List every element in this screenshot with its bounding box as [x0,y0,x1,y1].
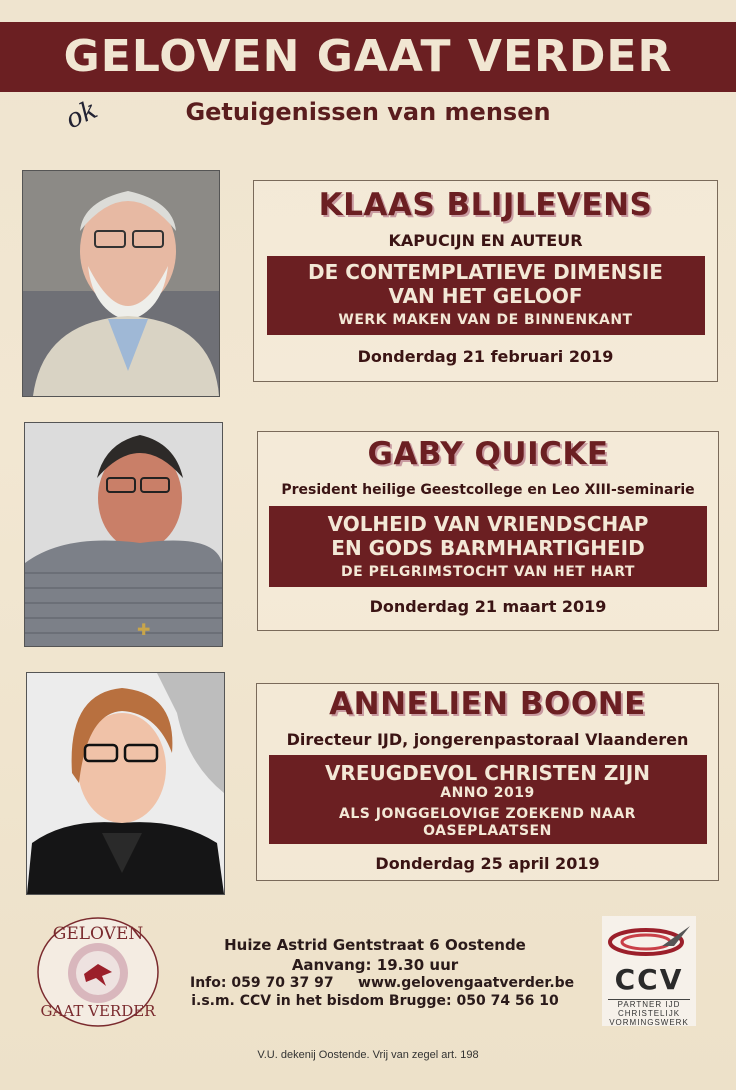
ccv-name: CCV [614,963,684,996]
partner-info: i.s.m. CCV in het bisdom Brugge: 050 74 56 10 [191,993,559,1009]
ccv-tagline-1: PARTNER IJD [617,1000,681,1009]
ccv-tagline-2: CHRISTELIJK [617,1009,681,1018]
contact-info: Info: 059 70 37 97 www.gelovengaatverder.be [190,975,575,991]
speaker-role: KAPUCIJN EN AUTEUR [388,231,583,250]
talk-topic-box [269,506,707,587]
publisher-notice: V.U. dekenij Oostende. Vrij van zegel art. 198 [257,1049,479,1061]
speaker-name: GABY QUICKE [367,436,609,472]
venue-address: Huize Astrid Gentstraat 6 Oostende [224,936,526,954]
speaker-photo-2 [24,422,223,647]
logo-text-top: GELOVEN [52,924,144,944]
ccv-tagline-3: VORMINGSWERK [609,1018,689,1027]
logo-text-bottom: GAAT VERDER [40,1002,156,1020]
speaker-photo-1 [22,170,220,397]
talk-subtitle: WERK MAKEN VAN DE BINNENKANT [338,312,633,328]
speaker-role: Directeur IJD, jongerenpastoraal Vlaanderen [286,730,689,749]
talk-date: Donderdag 21 maart 2019 [369,597,607,616]
talk-title-line: EN GODS BARMHARTIGHEID [331,536,645,560]
speaker-card-1 [253,180,718,382]
poster-title: GELOVEN GAAT VERDER [0,22,736,92]
talk-title-line: DE CONTEMPLATIEVE DIMENSIE [308,260,663,284]
talk-subtitle: OASEPLAATSEN [423,823,552,839]
ccv-swoosh-icon [602,916,696,960]
speaker-card-3 [256,683,719,881]
speaker-photo-3 [26,672,225,895]
speaker-role: President heilige Geestcollege en Leo XIII-seminarie [281,482,695,498]
speaker-card-2 [257,431,719,631]
start-time: Aanvang: 19.30 uur [291,956,459,974]
talk-subtitle: ALS JONGGELOVIGE ZOEKEND NAAR [339,806,636,822]
talk-title-line: VOLHEID VAN VRIENDSCHAP [327,512,649,536]
talk-title-line: VREUGDEVOL CHRISTEN ZIJN [324,761,651,785]
talk-title-line: VAN HET GELOOF [388,284,583,308]
ccv-logo [602,916,696,1026]
talk-subtitle: DE PELGRIMSTOCHT VAN HET HART [341,564,635,580]
talk-topic-box [267,256,705,335]
poster-subtitle: Getuigenissen van mensen [185,98,551,126]
speaker-name: KLAAS BLIJLEVENS [318,187,653,223]
svg-text:✚: ✚ [137,620,151,639]
talk-subtitle: ANNO 2019 [440,785,535,801]
talk-date: Donderdag 25 april 2019 [375,854,600,873]
talk-topic-box [269,755,707,844]
handwritten-mark: ok [61,94,103,136]
speaker-name: ANNELIEN BOONE [329,686,646,722]
talk-date: Donderdag 21 februari 2019 [357,347,614,366]
geloven-gaat-verder-logo [36,916,160,1028]
